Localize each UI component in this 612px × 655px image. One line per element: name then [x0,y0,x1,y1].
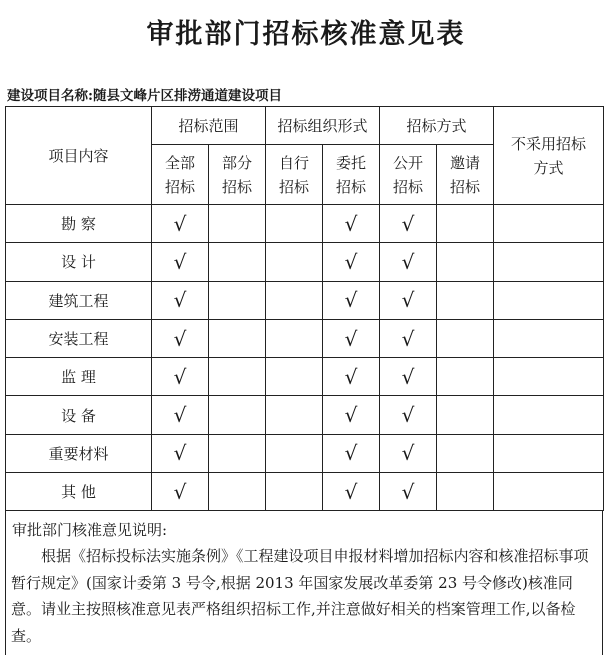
check-mark-icon: √ [401,249,415,274]
row-label: 其 他 [6,473,152,511]
check-cell [494,243,604,281]
check-cell [266,281,323,319]
check-cell [266,358,323,396]
check-mark-icon: √ [344,364,358,389]
check-mark-icon: √ [401,479,415,504]
check-mark-icon: √ [401,211,415,236]
check-mark-icon: √ [344,403,358,428]
check-cell [494,434,604,472]
check-mark-icon: √ [401,403,415,428]
check-cell [266,396,323,434]
table-row [6,281,604,319]
table-row [6,205,604,243]
check-cell [266,473,323,511]
check-mark-icon: √ [173,479,187,504]
check-mark-icon: √ [401,288,415,313]
check-cell [437,358,494,396]
check-cell [323,243,380,281]
check-cell [380,473,437,511]
row-label: 重要材料 [6,434,152,472]
check-cell [266,319,323,357]
check-cell [323,396,380,434]
check-mark-icon: √ [173,288,187,313]
check-cell [494,281,604,319]
check-cell [380,358,437,396]
check-mark-icon: √ [344,249,358,274]
check-cell [152,473,209,511]
check-cell [323,281,380,319]
check-cell [437,205,494,243]
sub-entrusted: 委托招标 [323,145,380,205]
check-cell [437,243,494,281]
table-row [6,243,604,281]
check-cell [380,205,437,243]
check-mark-icon: √ [173,211,187,236]
check-cell [209,434,266,472]
check-cell [209,205,266,243]
check-mark-icon: √ [173,441,187,466]
row-label: 安装工程 [6,319,152,357]
header-item: 项目内容 [6,107,152,205]
check-cell [323,473,380,511]
table-row [6,319,604,357]
notes-body: 根据《招标投标法实施条例》《工程建设项目申报材料增加招标内容和核准招标事项暂行规定》(国家计委第 3 号令,根据 2013 年国家发展改革委第 23 号令修改)核准同意。请业主按照核准意见表严格组织招标工作,并注意做好相关的档案管理工作,以备检查。 [11,547,589,645]
header-method: 招标方式 [380,107,494,145]
check-cell [380,319,437,357]
check-cell [266,434,323,472]
sub-all: 全部招标 [152,145,209,205]
check-cell [152,281,209,319]
check-cell [494,319,604,357]
check-cell [437,396,494,434]
check-cell [152,434,209,472]
sub-open: 公开招标 [380,145,437,205]
table-row [6,473,604,511]
check-cell [209,319,266,357]
check-cell [494,396,604,434]
check-cell [209,473,266,511]
header-organization: 招标组织形式 [266,107,380,145]
header-scope: 招标范围 [152,107,266,145]
check-cell [494,473,604,511]
check-cell [266,243,323,281]
row-label: 设 备 [6,396,152,434]
check-cell [209,358,266,396]
check-cell [152,358,209,396]
check-cell [152,205,209,243]
check-cell [152,319,209,357]
row-label: 设 计 [6,243,152,281]
project-name: 建设项目名称:随县文峰片区排涝通道建设项目 [7,88,282,104]
check-cell [437,473,494,511]
check-cell [152,243,209,281]
check-cell [209,396,266,434]
check-cell [380,281,437,319]
sub-self: 自行招标 [266,145,323,205]
check-cell [209,243,266,281]
notes-title: 审批部门核准意见说明: [12,521,168,539]
check-mark-icon: √ [173,326,187,351]
check-mark-icon: √ [401,441,415,466]
check-cell [437,319,494,357]
check-cell [494,358,604,396]
check-cell [380,396,437,434]
check-cell [323,205,380,243]
check-cell [323,358,380,396]
check-cell [437,434,494,472]
check-mark-icon: √ [401,326,415,351]
sub-invited: 邀请招标 [437,145,494,205]
check-cell [266,205,323,243]
table-row [6,396,604,434]
check-cell [380,434,437,472]
check-cell [209,281,266,319]
check-cell [152,396,209,434]
approval-notes [5,511,603,655]
check-mark-icon: √ [173,364,187,389]
check-mark-icon: √ [173,249,187,274]
check-cell [437,281,494,319]
check-cell [323,319,380,357]
row-label: 勘 察 [6,205,152,243]
check-mark-icon: √ [344,288,358,313]
table-row [6,434,604,472]
check-cell [494,205,604,243]
check-mark-icon: √ [344,441,358,466]
page-title: 审批部门招标核准意见表 [146,19,466,50]
check-mark-icon: √ [344,479,358,504]
row-label: 监 理 [6,358,152,396]
header-not-used: 不采用招标方式 [494,107,604,205]
approval-table [5,106,604,511]
check-cell [323,434,380,472]
check-cell [380,243,437,281]
check-mark-icon: √ [344,211,358,236]
check-mark-icon: √ [173,403,187,428]
sub-partial: 部分招标 [209,145,266,205]
table-row [6,358,604,396]
row-label: 建筑工程 [6,281,152,319]
check-mark-icon: √ [401,364,415,389]
check-mark-icon: √ [344,326,358,351]
